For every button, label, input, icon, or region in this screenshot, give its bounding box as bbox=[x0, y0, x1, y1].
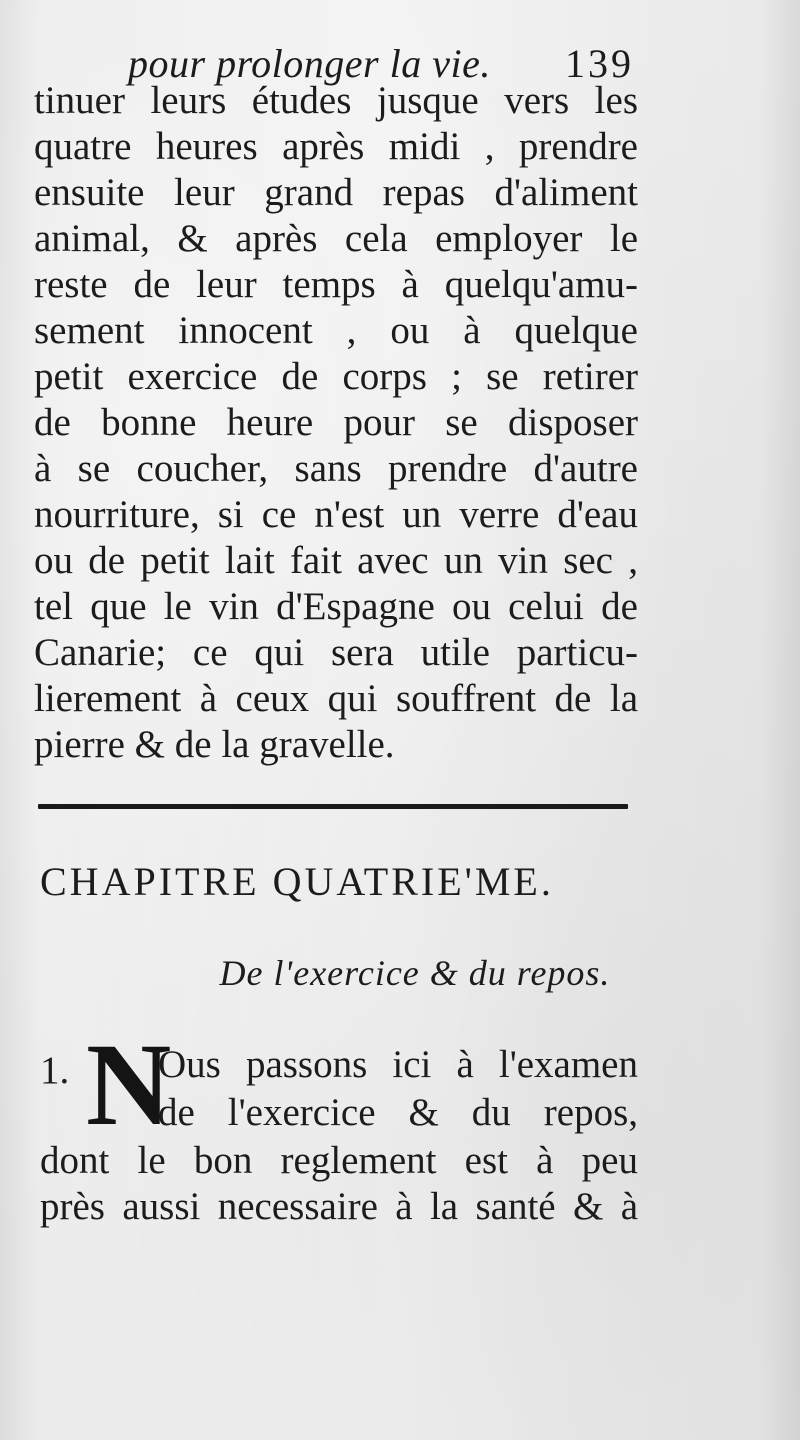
text-line: Canarie; ce qui sera utile particu- bbox=[34, 631, 638, 674]
paragraph-number: 1. bbox=[40, 1049, 70, 1092]
text-line: quatre heures après midi , prendre bbox=[34, 125, 638, 168]
text-line: ensuite leur grand repas d'aliment bbox=[34, 171, 638, 214]
text-line: ou de petit lait fait avec un vin sec , bbox=[34, 539, 638, 582]
text-line: pierre & de la gravelle. bbox=[34, 723, 395, 766]
text-line: de bonne heure pour se disposer bbox=[34, 401, 638, 444]
running-head: pour prolonger la vie. bbox=[128, 41, 491, 86]
text-line: près aussi necessaire à la santé & à bbox=[40, 1185, 638, 1228]
text-line: animal, & après cela employer le bbox=[34, 217, 638, 260]
text-line: de l'exercice & du repos, bbox=[158, 1091, 638, 1134]
body-text bbox=[34, 78, 638, 768]
text-line: petit exercice de corps ; se retirer bbox=[34, 355, 638, 398]
text-line: nourriture, si ce n'est un verre d'eau bbox=[34, 493, 638, 536]
text-line: à se coucher, sans prendre d'autre bbox=[34, 447, 638, 490]
text-line: sement innocent , ou à quelque bbox=[34, 309, 638, 352]
text-line: lierement à ceux qui souffrent de la bbox=[34, 677, 638, 720]
drop-cap: N bbox=[86, 1019, 172, 1150]
section-title: De l'exercice & du repos. bbox=[219, 953, 611, 993]
section-divider bbox=[38, 804, 628, 809]
text-line: Ous passons ici à l'examen bbox=[158, 1043, 638, 1086]
text-line: reste de leur temps à quelqu'amu- bbox=[34, 263, 638, 306]
text-line: dont le bon reglement est à peu bbox=[40, 1139, 638, 1182]
text-line: tel que le vin d'Espagne ou celui de bbox=[34, 585, 638, 628]
text-line: tinuer leurs études jusque vers les bbox=[34, 79, 638, 122]
page-number: 139 bbox=[565, 41, 634, 86]
chapter-title: CHAPITRE QUATRIE'ME. bbox=[40, 859, 554, 904]
